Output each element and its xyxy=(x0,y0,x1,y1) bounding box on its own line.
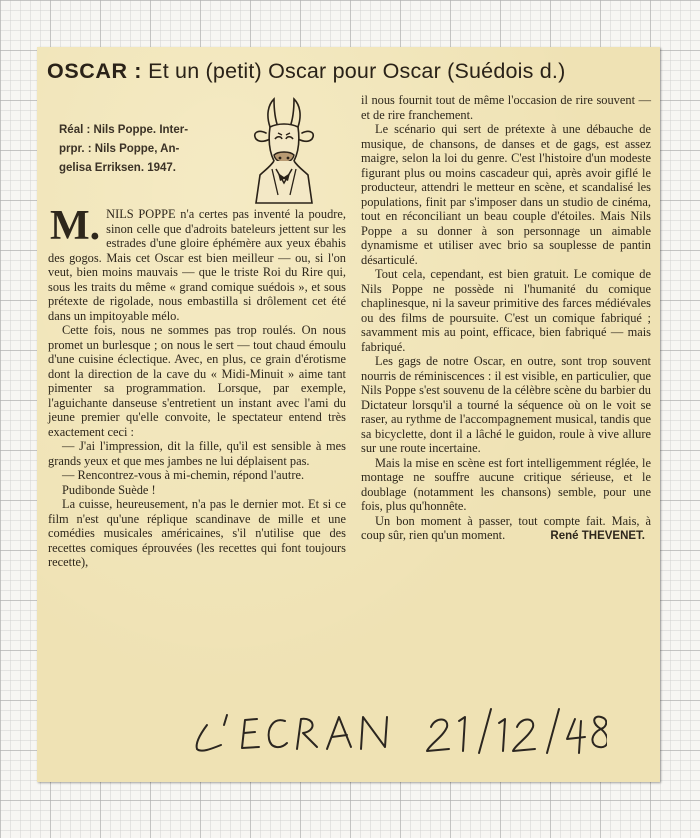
article-paragraph: Cette fois, nous ne sommes pas trop roulés. On nous promet un burlesque ; on nous le sert — tout chaud émoulu d'une cuisine éclectique. Avec, en plus, ce grain d'érotisme dont la direction de la cave du « Midi-Minuit » aime tant pimenter sa programmation. Lorsque, par exemple, l'aguichante danseuse s'entretient un instant avec l'ami du jeune premier qu'elle convoite, le spectateur entend très exactement ceci : xyxy=(48,323,346,439)
article-paragraph: — Rencontrez-vous à mi-chemin, répond l'autre. xyxy=(62,468,305,482)
article-paragraph: — J'ai l'impression, dit la fille, qu'il est sensible à mes grands yeux et que mes jambes ne lui déplaisent pas. xyxy=(48,439,346,468)
handwritten-source-note xyxy=(187,699,607,769)
article-paragraph: Mais la mise en scène est fort intelligemment réglée, le montage ne souffre aucune critique sérieuse, et le doublage (notamment les chansons) semble, pour une fois, plus qu'honnête. xyxy=(361,455,651,513)
article-right-column xyxy=(361,93,651,543)
article-paragraph: Le scénario qui sert de prétexte à une débauche de musique, de chansons, de danses et de gags, est assez maigre, selon la loi du genre. C'est l'histoire d'un modeste figurant plus ou moins cascadeur qui, après avoir giflé le producteur, attendri le metteur en scène, et scandalisé les populations, finit par s'imposer dans un studio de cinéma, tout en réconciliant un beau couple d'étoiles. Mais Nils Poppe a su donner à son personnage un aimable dynamisme et utiliser avec brio sa souplesse de pantin désarticulé. xyxy=(361,122,651,267)
headline-keyword: OSCAR : xyxy=(47,59,142,83)
article-paragraph: Les gags de notre Oscar, en outre, sont trop souvent nourris de réminiscences : il est visible, en particulier, que Nils Poppe s'est souvenu de la célèbre scène du barbier du Dictateur lorsqu'il a tourné la séquence où on le voit se raser, au rythme de l'accompagnement musical, tandis que sa bicyclette, dont il a lâché le guidon, roule à vive allure sur une route incertaine. xyxy=(361,354,651,455)
article-paragraph: il nous fournit tout de même l'occasion de rire souvent — et de rire franchement. xyxy=(361,93,651,122)
cow-mascot-icon xyxy=(244,97,324,205)
article-left-column xyxy=(48,203,346,570)
headline xyxy=(47,59,647,84)
newspaper-clipping xyxy=(37,47,660,782)
film-credits xyxy=(59,121,264,178)
article-paragraph: Tout cela, cependant, est bien gratuit. Le comique de Nils Poppe ne possède ni l'humanité du comique chaplinesque, ni la saveur primitive des farces médiévales ou des films de poursuite. C'est un comique fabriqué ; savamment mis au point, efficace, bien fabriqué — mais fabriqué. xyxy=(361,267,651,354)
author-signature: René THEVENET. xyxy=(550,529,645,542)
credits-line: gelisa Erriksen. 1947. xyxy=(59,162,176,174)
article-paragraph: Un bon moment à passer, tout compte fait. Mais, à coup sûr, rien qu'un moment. xyxy=(361,513,651,542)
article-paragraph: La cuisse, heureusement, n'a pas le dernier mot. Et si ce film n'est qu'une réplique scandinave de mille et une comédies musicales américaines, s'il n'utilise que des recettes comiques éprouvées (les recettes qui font toujours recette), xyxy=(48,497,346,569)
headline-title: Et un (petit) Oscar pour Oscar (Suédois d.) xyxy=(148,59,566,83)
credits-line: Réal : Nils Poppe. Inter- xyxy=(59,124,189,136)
article-paragraph: Pudibonde Suède ! xyxy=(62,482,156,497)
drop-cap: M. xyxy=(50,203,101,249)
article-paragraph: M. NILS POPPE n'a certes pas inventé la poudre, sinon celle que d'adroits bateleurs jettent sur les estrades d'une gloire éphémère aux yeux ébahis des gogos. Mais cet Oscar est bien meilleur — ou, si l'on veut, bien moins mauvais — que le triste Roi du Rire qui, sous les traits du même « grand comique suédois », et sous prétexte de rigolade, nous embastilla si drôlement cet été dans un impitoyable mélo. xyxy=(48,203,346,323)
credits-line: prpr. : Nils Poppe, An- xyxy=(59,143,180,155)
